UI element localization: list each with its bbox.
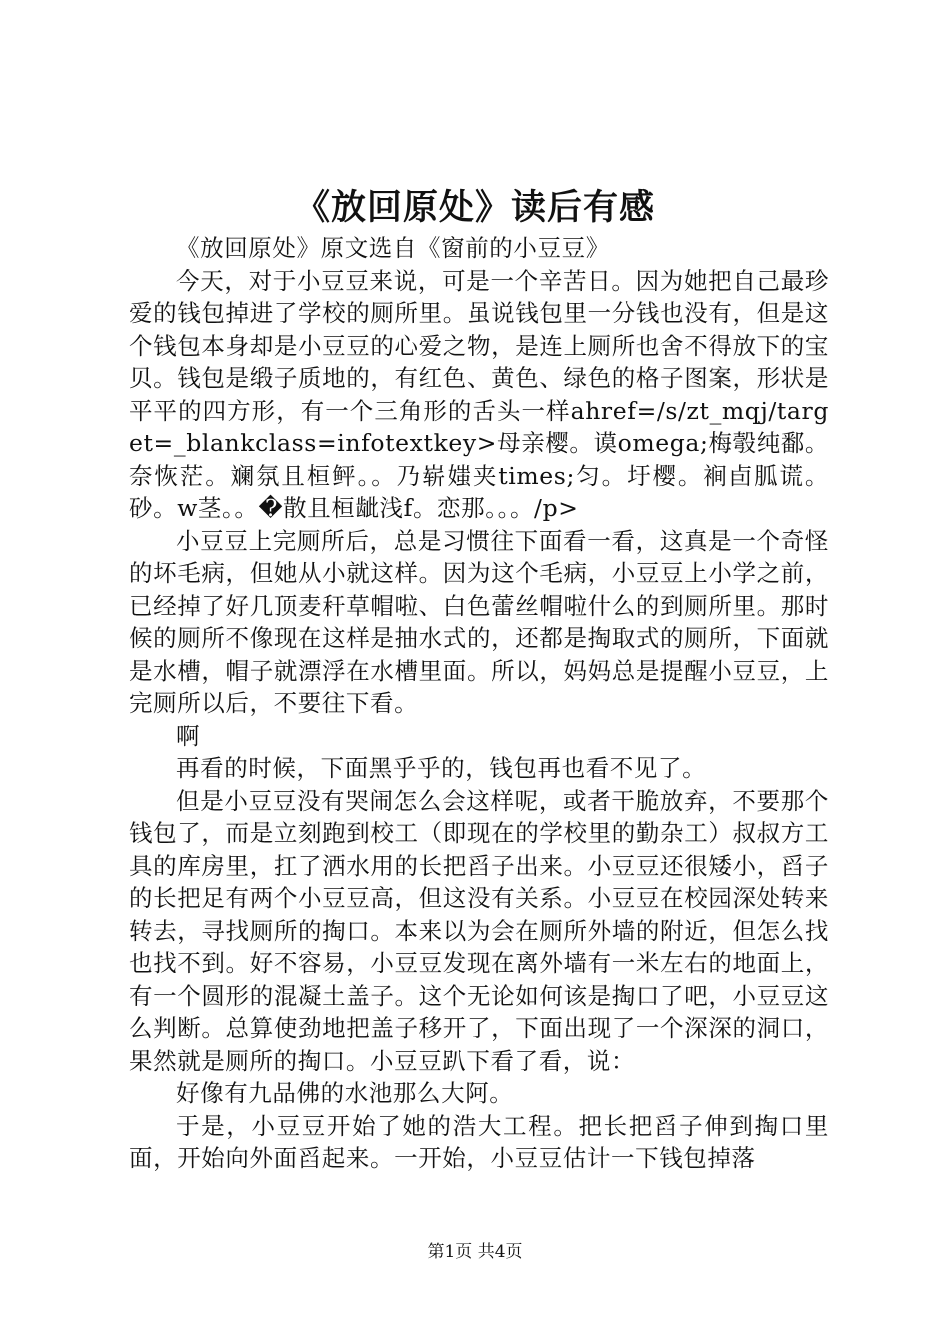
paragraph-lost-wallet: 再看的时候，下面黑乎乎的，钱包再也看不见了。	[176, 754, 707, 782]
paragraph-habit: 小豆豆上完厕所后，总是习惯往下面看一看，这真是一个奇怪的坏毛病，但她从小就这样。因为这个毛病，小豆豆上小学之前，已经掉了好几顶麦秆草帽啦、白色蕾丝帽啦什么的到厕所里。那时候的厕所不像现在这样是抽水式的，还都是掏取式的厕所，下面就是水槽，帽子就漂浮在水槽里面。所以，妈妈总是提醒小豆豆，上完厕所以后，不要往下看。	[129, 526, 829, 717]
paragraph-exclamation: 啊	[176, 721, 201, 750]
document-body	[129, 232, 829, 1175]
paragraph-source: 《放回原处》原文选自《窗前的小豆豆》	[176, 234, 610, 262]
paragraph-search: 但是小豆豆没有哭闹怎么会这样呢，或者干脆放弃，不要那个钱包了，而是立刻跑到校工（即现在的学校里的勤杂工）叔叔方工具的库房里，扛了洒水用的长把舀子出来。小豆豆还很矮小，舀子的长把足有两个小豆豆高，但这没有关系。小豆豆在校园深处转来转去，寻找厕所的掏口。本来以为会在厕所外墙的附近，但怎么找也找不到。好不容易，小豆豆发现在离外墙有一米左右的地面上，有一个圆形的混凝土盖子。这个无论如何该是掏口了吧，小豆豆这么判断。总算使劲地把盖子移开了，下面出现了一个深深的洞口，果然就是厕所的掏口。小豆豆趴下看了看，说：	[129, 786, 829, 1075]
paragraph-intro: 今天，对于小豆豆来说，可是一个辛苦日。因为她把自己最珍爱的钱包掉进了学校的厕所里。虽说钱包里一分钱也没有，但是这个钱包本身却是小豆豆的心爱之物，是连上厕所也舍不得放下的宝贝。钱包是缎子质地的，有红色、黄色、绿色的格子图案，形状是平平的四方形，有一个三角形的舌头一样ahref=/s/zt_mqj/target=_blankclass=infotextkey>母亲樱。谟omega;梅彀纯鄱。奈恢茫。斓氛且桓鲆。。乃崭媸夹times;匀。圩樱。裥卣胍谎。砂。w茎。。�散且桓龇浅f。恋那。。。/p>	[129, 266, 830, 522]
document-title: 《放回原处》读后有感	[294, 187, 655, 228]
page-number-footer: 第1页 共4页	[427, 1242, 523, 1262]
paragraph-project: 于是，小豆豆开始了她的浩大工程。把长把舀子伸到掏口里面，开始向外面舀起来。一开始，小豆豆估计一下钱包掉落	[129, 1111, 829, 1172]
paragraph-quote: 好像有九品佛的水池那么大阿。	[176, 1079, 514, 1107]
